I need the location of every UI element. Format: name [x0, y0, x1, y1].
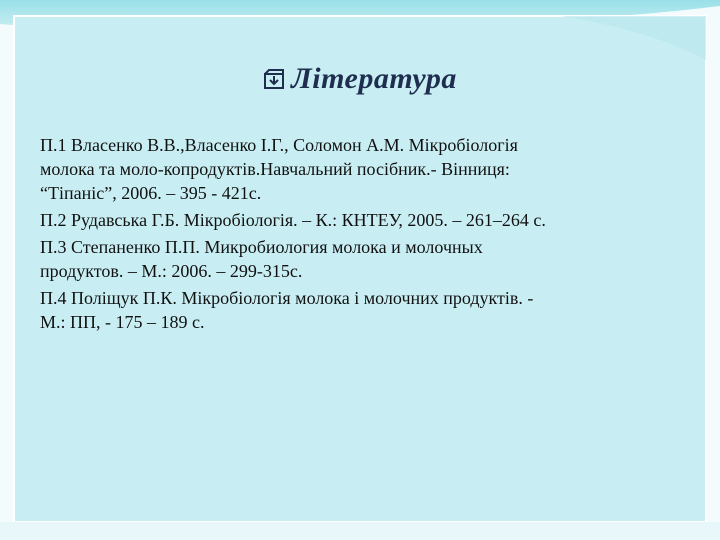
reference-line: П.3 Степаненко П.П. Микробиология молока и молочных [40, 237, 483, 257]
reference-line: П.1 Власенко В.В.,Власенко І.Г., Соломон А.М. Мікробіологія [40, 135, 518, 155]
reference-item [40, 235, 690, 283]
reference-line: М.: ПП, - 175 – 189 с. [40, 312, 205, 332]
reference-line: П.2 Рудавська Г.Б. Мікробіологія. – К.: КНТЕУ, 2005. – 261–264 с. [40, 210, 546, 230]
reference-item [40, 208, 690, 232]
box-arrow-icon [263, 64, 285, 98]
reference-item [40, 133, 690, 205]
reference-line: молока та моло-копродуктів.Навчальний посібник.- Вінниця: [40, 159, 510, 179]
title-text: Література [291, 62, 457, 95]
reference-list [40, 133, 690, 337]
reference-line: продуктов. – М.: 2006. – 299-315с. [40, 261, 303, 281]
reference-item [40, 286, 690, 334]
reference-line: П.4 Поліщук П.К. Мікробіологія молока і молочних продуктів. - [40, 288, 534, 308]
slide-title [0, 62, 720, 98]
reference-line: “Тіпаніс”, 2006. – 395 - 421с. [40, 183, 262, 203]
